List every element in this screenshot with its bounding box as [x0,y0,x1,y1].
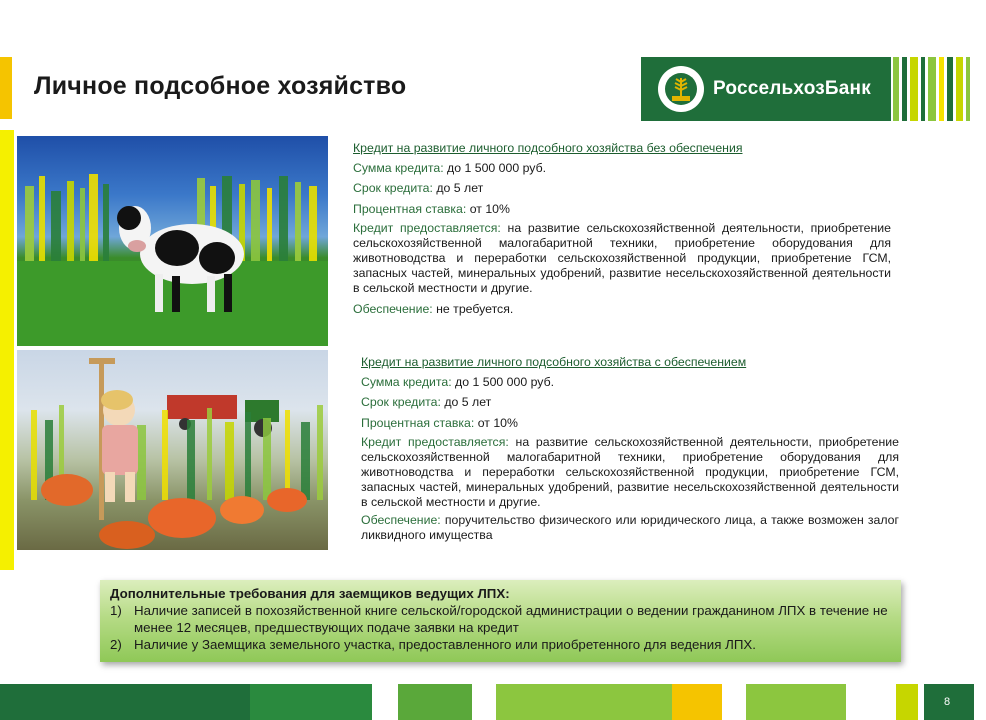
credit-block-unsecured [353,140,891,322]
requirement-item [110,602,891,636]
credit-purpose [361,435,899,510]
credit-purpose [353,221,891,296]
logo-stripe [910,57,918,121]
credit-term [361,394,899,412]
credit-purpose-label: Кредит предоставляется: [361,435,509,449]
footer-stripe [746,684,846,720]
credit-term-label: Срок кредита: [353,181,433,195]
footer-stripe [0,684,250,720]
credit-rate-value: от 10% [474,415,518,430]
footer-stripe [398,684,472,720]
credit-security-value: поручительство физического или юридического лица, а также возможен залог ликвидного имущества [361,513,899,542]
requirements-box [100,580,901,662]
requirement-text: Наличие записей в похозяйственной книге сельской/городской администрации о ведении гражданином ЛПХ в течение не менее 12 месяцев, предшествующих подаче заявки на кредит [134,603,888,635]
title-accent-bar [0,57,12,119]
page-title: Личное подсобное хозяйство [34,72,407,100]
footer-stripe [496,684,672,720]
footer-stripe [672,684,722,720]
credit-purpose-label: Кредит предоставляется: [353,221,501,235]
requirements-title: Дополнительные требования для заемщиков ведущих ЛПХ: [110,586,510,601]
logo-text: РоссельхозБанк [713,78,871,99]
wheat-emblem-icon [658,66,704,112]
logo-stripe [928,57,936,121]
credit-security-label: Обеспечение: [353,302,433,316]
credit-amount-label: Сумма кредита: [353,160,444,175]
logo-stripe [902,57,907,121]
footer-stripe [250,684,372,720]
credit-rate [361,415,899,433]
requirement-text: Наличие у Заемщика земельного участка, предоставленного или приобретенного для ведения ЛПХ. [134,637,756,652]
requirement-number: 2) [110,637,122,652]
credit-term [353,180,891,198]
bank-logo [641,57,891,121]
page-number: 8 [943,696,951,708]
credit-block-secured [361,354,899,546]
credit-heading: Кредит на развитие личного подсобного хозяйства с обеспечением [361,355,747,369]
credit-rate [353,201,891,219]
credit-term-value: до 5 лет [440,395,492,409]
logo-stripe [939,57,944,121]
requirement-number: 1) [110,603,122,618]
child-pumpkins-photo [17,350,328,550]
logo-stripe [956,57,963,121]
credit-amount [361,374,899,392]
logo-stripe [921,57,925,121]
credit-security [361,513,899,543]
side-decor-bar [0,130,14,570]
logo-stripe [893,57,899,121]
credit-security-label: Обеспечение: [361,513,441,527]
credit-amount-value: до 1 500 000 руб. [451,374,555,389]
logo-stripe [966,57,970,121]
credit-amount [353,160,891,178]
credit-term-value: до 5 лет [432,181,484,195]
credit-amount-label: Сумма кредита: [361,374,452,389]
credit-security-value: не требуется. [432,302,514,316]
cow-photo [17,136,328,346]
footer-stripe [896,684,918,720]
credit-rate-label: Процентная ставка: [353,201,467,216]
logo-stripe [947,57,953,121]
credit-heading: Кредит на развитие личного подсобного хозяйства без обеспечения [353,141,743,155]
requirement-item [110,636,891,653]
credit-rate-label: Процентная ставка: [361,415,475,430]
credit-rate-value: от 10% [466,201,510,216]
credit-term-label: Срок кредита: [361,395,441,409]
credit-purpose-value: на развитие сельскохозяйственной деятельности, приобретение сельскохозяйственной малогабаритной техники, приобретение оборудования для животноводства и переработки сельскохозяйственной продукции, приобретение ГСМ, запасных частей, минеральных удобрений, развитие несельскохозяйственной деятельности в сельской местности и другие. [353,221,891,295]
credit-purpose-value: на развитие сельскохозяйственной деятельности, приобретение сельскохозяйственной малогабаритной техники, приобретение оборудования для животноводства и переработки сельскохозяйственной продукции, приобретение ГСМ, запасных частей, минеральных удобрений, развитие несельскохозяйственной деятельности в сельской местности и другие. [361,435,899,509]
credit-security [353,301,891,319]
credit-amount-value: до 1 500 000 руб. [443,160,547,175]
